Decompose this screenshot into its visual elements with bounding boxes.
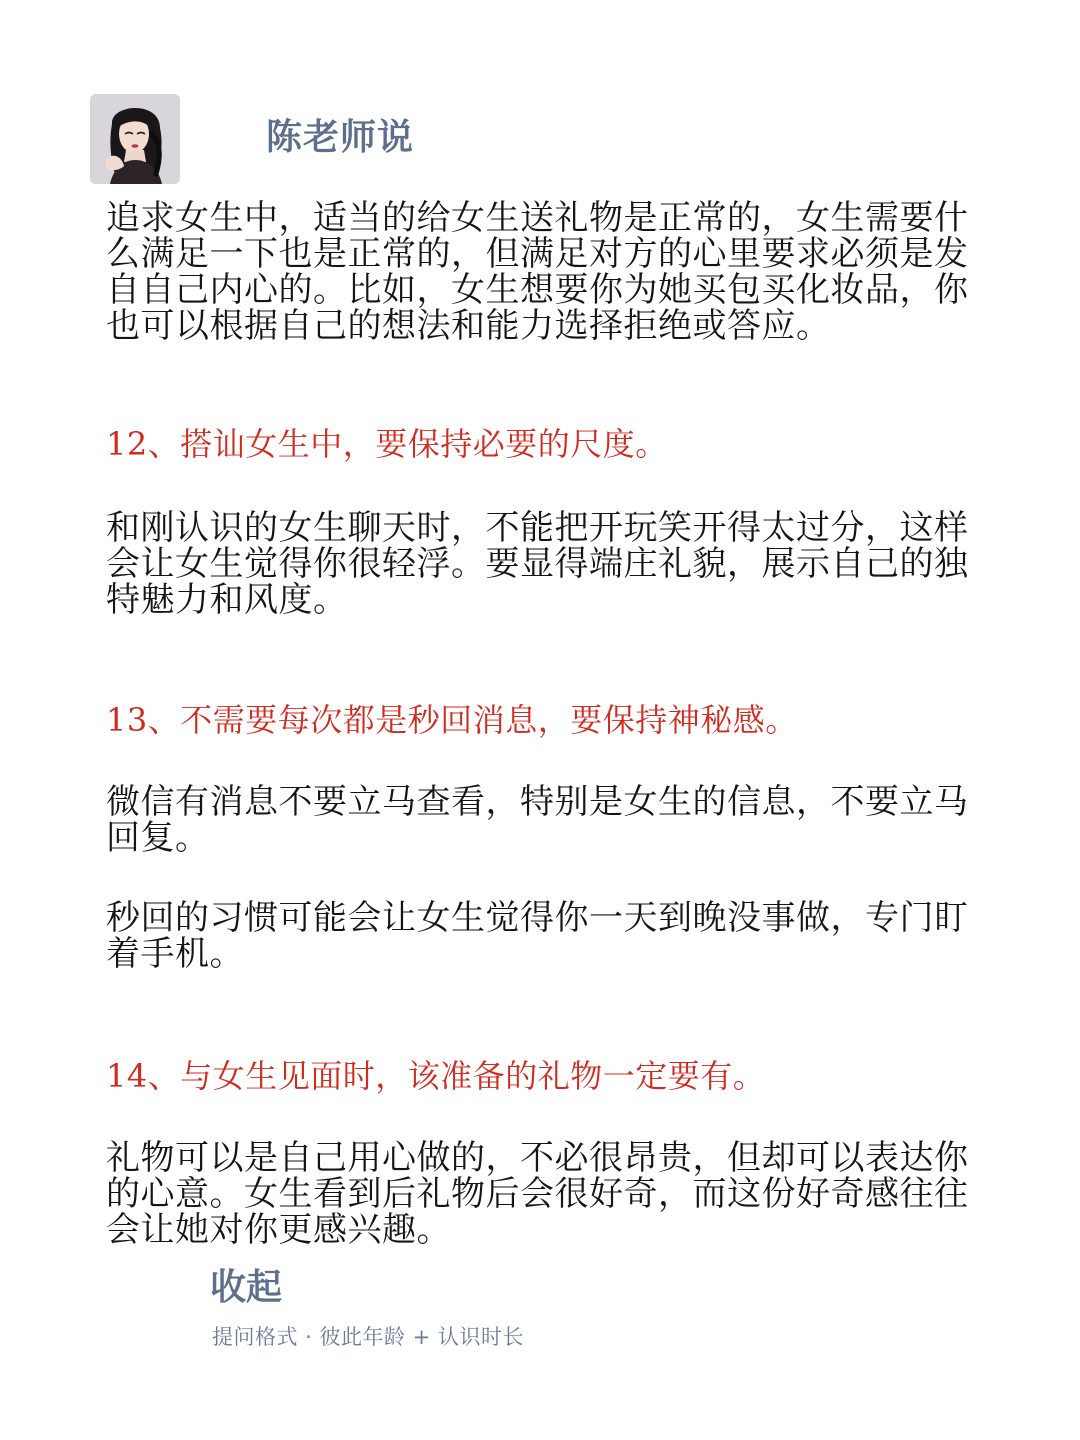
tip-13-body-1: 微信有消息不要立马查看，特别是女生的信息，不要立马回复。 bbox=[106, 782, 969, 858]
tip-14-heading: 14、与女生见面时，该准备的礼物一定要有。 bbox=[106, 1057, 766, 1095]
avatar[interactable] bbox=[90, 94, 180, 184]
intro-paragraph: 追求女生中，适当的给女生送礼物是正常的，女生需要什么满足一下也是正常的，但满足对方的心里要求必须是发自自己内心的。比如，女生想要你为她买包买化妆品，你也可以根据自己的想法和能力选择拒绝或答应。 bbox=[106, 198, 969, 346]
tip-12-body: 和刚认识的女生聊天时，不能把开玩笑开得太过分，这样会让女生觉得你很轻浮。要显得端庄礼貌，展示自己的独特魅力和风度。 bbox=[106, 508, 969, 620]
avatar-portrait-icon bbox=[90, 94, 180, 184]
author-name[interactable]: 陈老师说 bbox=[266, 117, 415, 158]
tip-13-body-2: 秒回的习惯可能会让女生觉得你一天到晚没事做，专门盯着手机。 bbox=[106, 898, 969, 974]
question-format-hint: 提问格式 · 彼此年龄 + 认识时长 bbox=[212, 1325, 524, 1349]
tip-14-body: 礼物可以是自己用心做的，不必很昂贵，但却可以表达你的心意。女生看到后礼物后会很好奇，而这份好奇感往往会让她对你更感兴趣。 bbox=[106, 1138, 969, 1250]
tip-12-heading: 12、搭讪女生中，要保持必要的尺度。 bbox=[106, 425, 668, 463]
collapse-button[interactable]: 收起 bbox=[210, 1267, 283, 1308]
tip-13-heading: 13、不需要每次都是秒回消息，要保持神秘感。 bbox=[106, 701, 798, 739]
